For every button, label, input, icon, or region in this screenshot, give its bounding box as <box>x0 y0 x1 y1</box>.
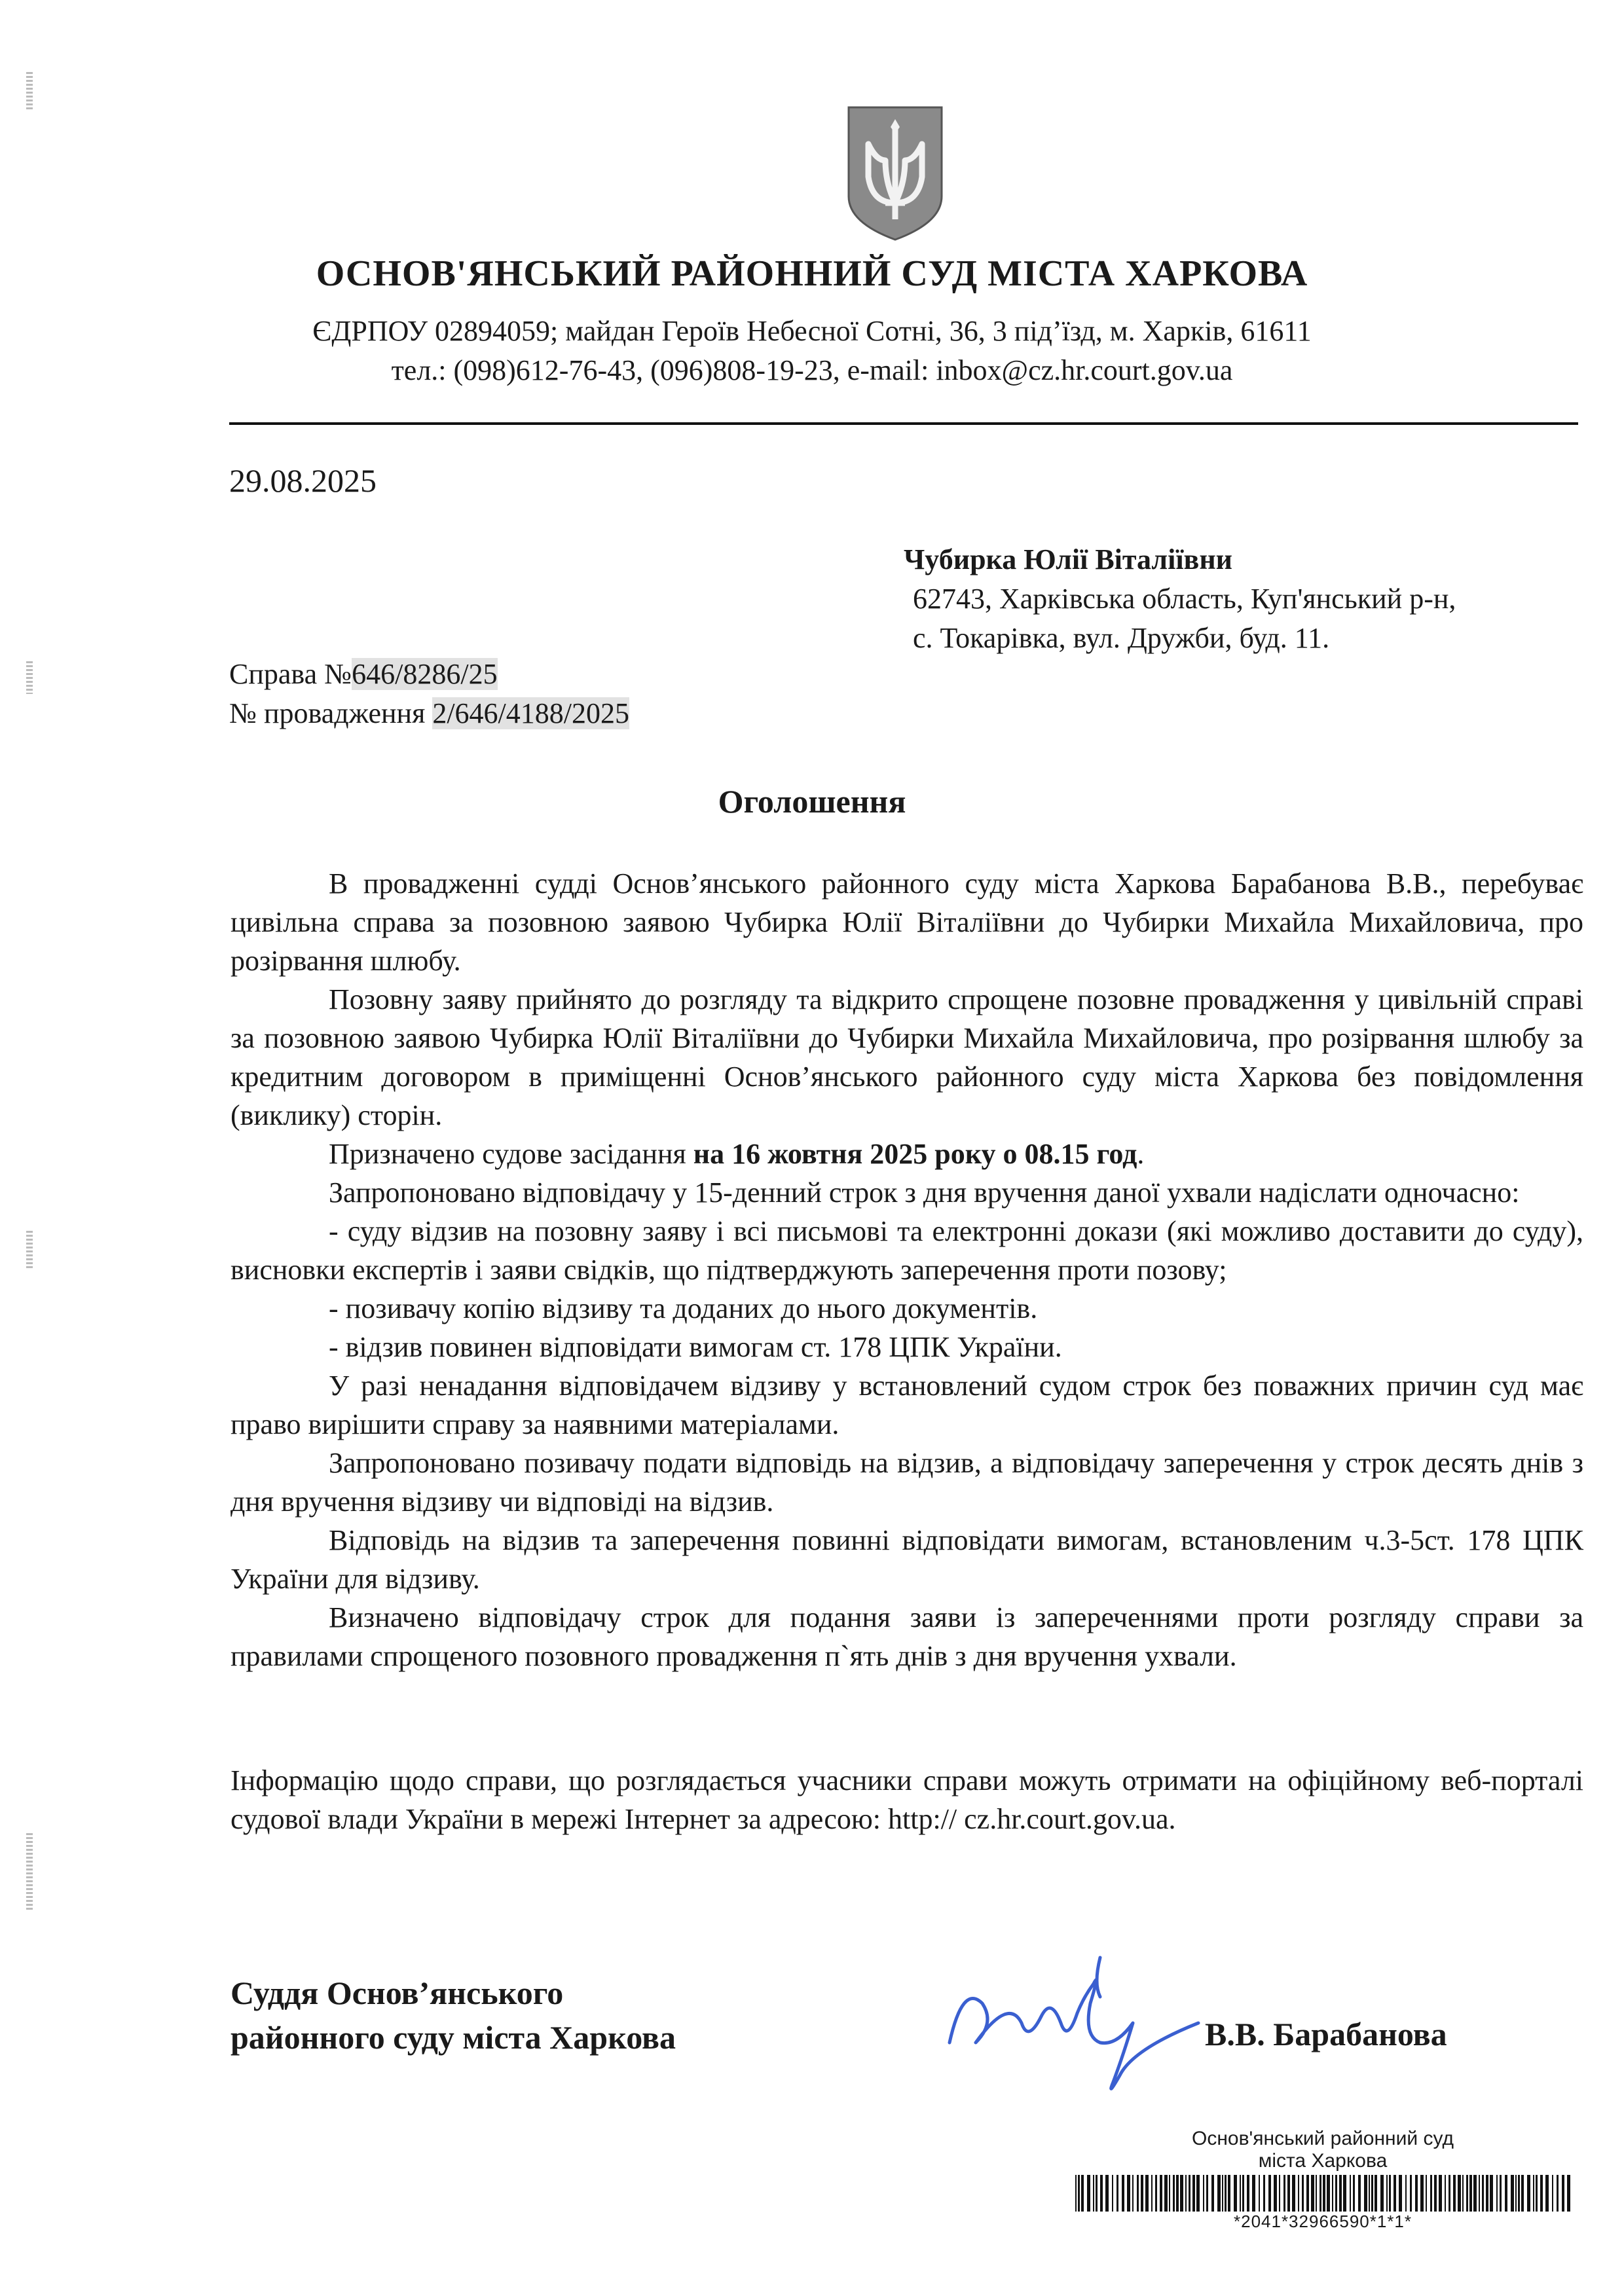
proceeding-number: 2/646/4188/2025 <box>432 697 630 729</box>
scan-mark <box>26 72 33 111</box>
scan-mark <box>26 1231 33 1270</box>
stamp-line1: Основ'янський районний суд <box>1192 2128 1454 2149</box>
info-paragraph: Інформацію щодо справи, що розглядається учасники справи можуть отримати на офіційному веб-порталі судової влади України в мережі Інтернет за адресою: http:// cz.hr.court.gov.ua. <box>231 1764 1583 1835</box>
scan-mark <box>26 661 33 694</box>
court-name: ОСНОВ'ЯНСЬКИЙ РАЙОННИЙ СУД МІСТА ХАРКОВА <box>316 253 1308 294</box>
judge-title <box>231 1971 676 2060</box>
court-contacts: тел.: (098)612-76-43, (096)808-19-23, e-mail: inbox@cz.hr.court.gov.ua <box>391 354 1233 386</box>
paragraph: - суду відзив на позовну заяву і всі письмові та електронні докази (які можливо доставити до суду), висновки експертів і заяви свідків, що підтверджують заперечення проти позову; <box>231 1215 1583 1286</box>
paragraph: Позовну заяву прийнято до розгляду та відкрито спрощене позовне провадження у цивільній справі за позовною заявою Чубирка Юлії Віталіївни до Чубирки Михайла Михайловича, про розірвання шлюбу за кредитним договором в приміщенні Основ’янського районного суду міста Харкова без повідомлення (виклику) сторін. <box>231 983 1583 1131</box>
paragraph: Запропоновано позивачу подати відповідь на відзив, а відповідачу заперечення у строк десять днів з дня вручення відзиву чи відповіді на відзив. <box>231 1447 1583 1518</box>
addressee-address-line2: с. Токарівка, вул. Дружби, буд. 11. <box>913 622 1330 654</box>
coat-of-arms-icon <box>846 105 944 242</box>
case-label: Справа № <box>229 658 352 690</box>
paragraph: Визначено відповідачу строк для подання заяви із запереченнями проти розгляду справи за правилами спрощеного позовного провадження п`ять днів з дня вручення ухвали. <box>231 1601 1583 1672</box>
judge-name: В.В. Барабанова <box>1205 2016 1447 2052</box>
addressee-block <box>904 540 1456 658</box>
judge-title-line1: Суддя Основ’янського <box>231 1975 564 2011</box>
judge-title-line2: районного суду міста Харкова <box>231 2019 676 2056</box>
announcement-body <box>231 864 1583 1675</box>
handwritten-signature <box>936 1944 1211 2102</box>
paragraph: - відзив повинен відповідати вимогам ст. 178 ЦПК України. <box>329 1331 1062 1363</box>
barcode-number: *2041*32966590*1*1* <box>1233 2212 1412 2231</box>
paragraph: Запропоновано відповідачу у 15-денний строк з дня вручення даної ухвали надіслати одночасно: <box>329 1176 1520 1209</box>
stamp-line2: міста Харкова <box>1258 2150 1388 2172</box>
hearing-date: на 16 жовтня 2025 року о 08.15 год <box>693 1138 1137 1170</box>
hearing-prefix: Призначено судове засідання <box>329 1138 693 1170</box>
addressee-name: Чубирка Юлії Віталіївни <box>904 543 1233 575</box>
proceeding-label: № провадження <box>229 697 433 729</box>
paragraph: У разі ненадання відповідачем відзиву у встановлений судом строк без поважних причин суд має право вирішити справу за наявними матеріалами. <box>231 1370 1583 1440</box>
paragraph: В провадженні судді Основ’янського районного суду міста Харкова Барабанова В.В., перебуває цивільна справа за позовною заявою Чубирка Юлії Віталіївни до Чубирки Михайла Михайловича, про розірвання шлюбу. <box>231 867 1583 977</box>
hearing-suffix: . <box>1137 1138 1145 1170</box>
document-title: Оголошення <box>718 783 906 820</box>
registration-stamp <box>1074 2128 1572 2232</box>
case-number-line <box>229 655 629 694</box>
addressee-address-line1: 62743, Харківська область, Куп'янський р-н, <box>913 583 1456 615</box>
scan-mark <box>26 1833 33 1912</box>
hearing-paragraph <box>231 1135 1583 1173</box>
paragraph: - позивачу копію відзиву та доданих до нього документів. <box>329 1292 1038 1324</box>
court-address: ЄДРПОУ 02894059; майдан Героїв Небесної Сотні, 36, 3 під’їзд, м. Харків, 61611 <box>312 315 1312 347</box>
case-number: 646/8286/25 <box>352 658 498 690</box>
barcode-icon <box>1074 2175 1572 2212</box>
paragraph: Відповідь на відзив та заперечення повинні відповідати вимогам, встановленим ч.3-5ст. 178 ЦПК України для відзиву. <box>231 1524 1583 1595</box>
document-date: 29.08.2025 <box>229 462 377 499</box>
case-info <box>229 655 629 733</box>
proceeding-number-line <box>229 694 629 733</box>
header-divider <box>229 422 1578 425</box>
